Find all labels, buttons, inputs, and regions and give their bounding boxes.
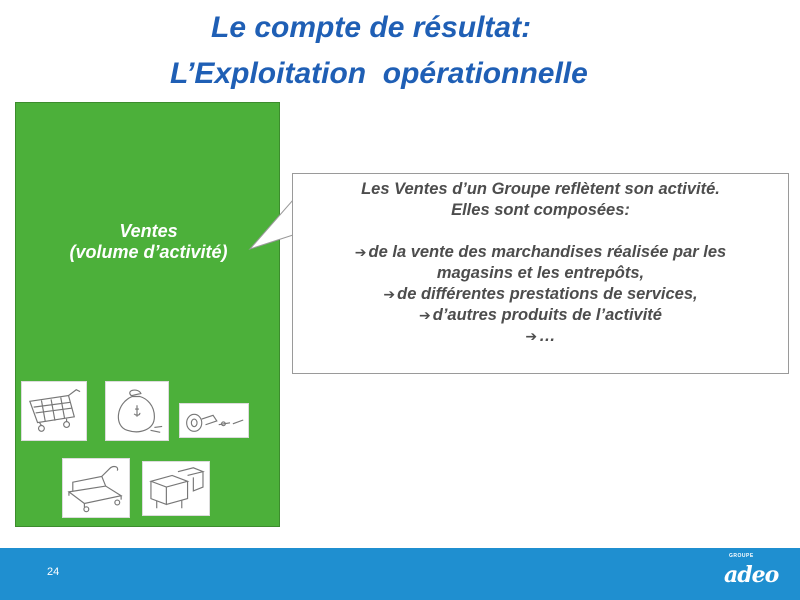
title-line-2: L’Exploitation opérationnelle bbox=[170, 57, 588, 90]
groupe-adeo-logo bbox=[718, 548, 788, 600]
bullet-4 bbox=[293, 326, 788, 347]
logo-adeo-text: adeo bbox=[724, 562, 779, 588]
bullet-2-text: de différentes prestations de services, bbox=[397, 285, 698, 303]
logo-groupe-text: GROUPE bbox=[729, 553, 754, 559]
right-arrow-icon: ➔ bbox=[525, 328, 538, 344]
money-bag-sketch-icon bbox=[106, 382, 168, 440]
bullet-1-text-line-1: de la vente des marchandises réalisée par les bbox=[368, 243, 727, 261]
ventes-callout bbox=[292, 173, 789, 374]
bullet-3-text: d’autres produits de l’activité bbox=[432, 306, 662, 324]
delivery-cart-illustration bbox=[62, 458, 130, 518]
bullet-4-text: … bbox=[539, 327, 556, 345]
footer-bar bbox=[0, 548, 800, 600]
tools-illustration bbox=[179, 403, 249, 438]
ventes-label-line-1: Ventes bbox=[119, 221, 178, 241]
right-arrow-icon: ➔ bbox=[383, 286, 396, 302]
title-line-1: Le compte de résultat: bbox=[211, 11, 532, 44]
money-bag-illustration bbox=[105, 381, 169, 441]
right-arrow-icon: ➔ bbox=[419, 307, 431, 323]
bullet-1 bbox=[293, 242, 788, 263]
boxes-illustration bbox=[142, 461, 210, 516]
right-arrow-icon: ➔ bbox=[354, 244, 367, 260]
ventes-panel bbox=[15, 102, 280, 527]
delivery-cart-sketch-icon bbox=[63, 459, 129, 517]
callout-line-1: Les Ventes d’un Groupe reflètent son activité. bbox=[361, 180, 720, 198]
callout-line-2: Elles sont composées: bbox=[451, 201, 630, 219]
shopping-cart-illustration bbox=[21, 381, 87, 441]
callout-text bbox=[293, 179, 788, 347]
bullet-3 bbox=[293, 305, 788, 326]
page-number: 24 bbox=[47, 566, 60, 578]
shopping-cart-sketch-icon bbox=[22, 382, 86, 440]
ventes-label-line-2: (volume d’activité) bbox=[69, 242, 228, 262]
tools-sketch-icon bbox=[180, 404, 248, 437]
bullet-1-text-line-2: magasins et les entrepôts, bbox=[436, 264, 645, 282]
bullet-2 bbox=[293, 284, 788, 305]
boxes-sketch-icon bbox=[143, 462, 209, 515]
callout-pointer bbox=[248, 200, 296, 256]
ventes-label bbox=[16, 221, 281, 263]
